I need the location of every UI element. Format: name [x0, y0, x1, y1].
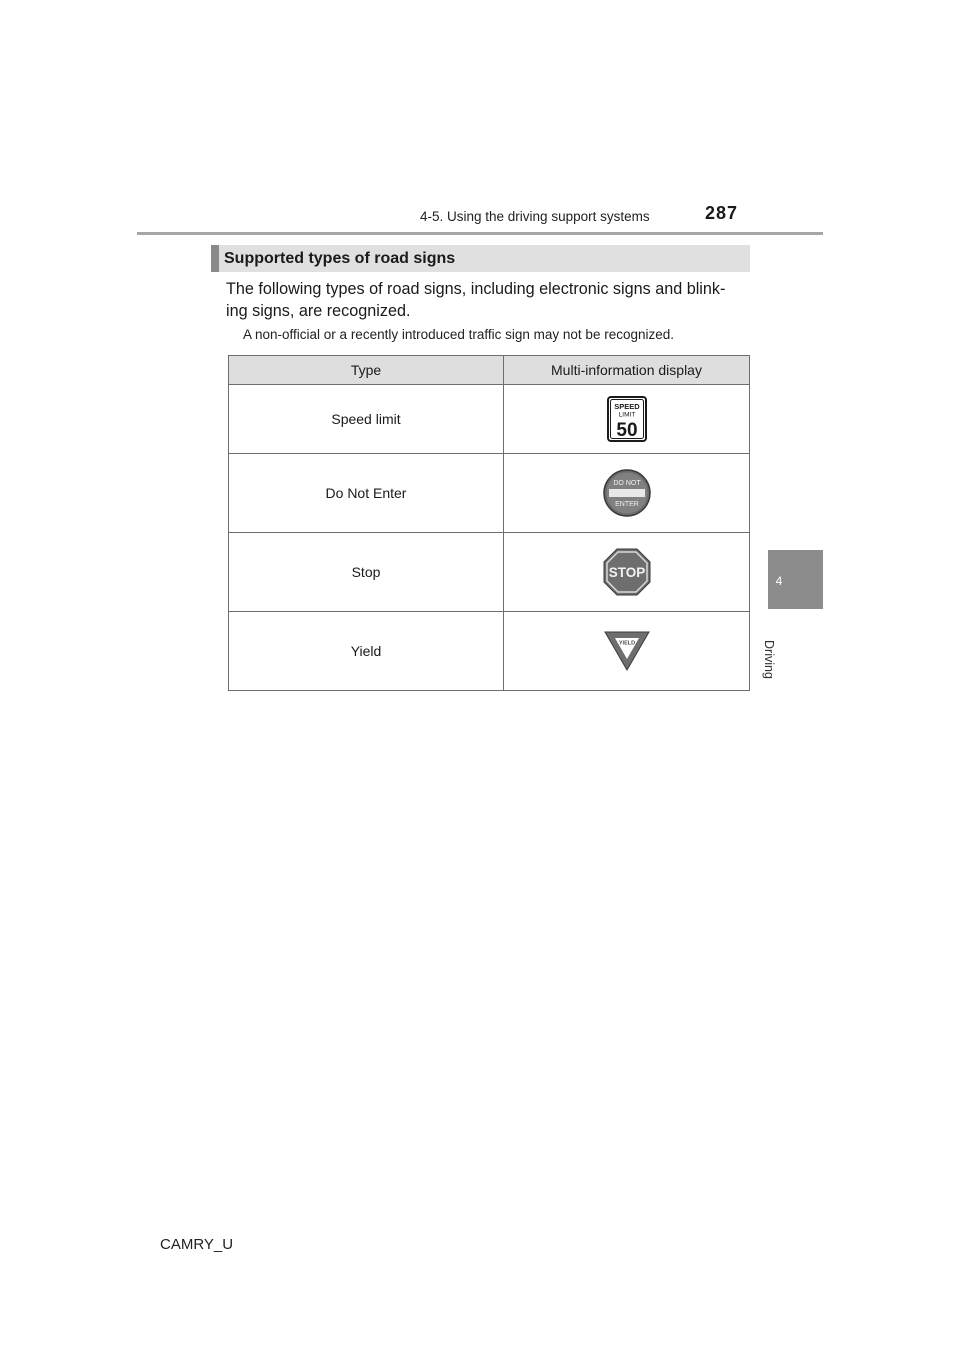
table-header-row	[229, 356, 750, 385]
speed-limit-value: 50	[615, 420, 638, 441]
table-row	[229, 454, 750, 533]
chapter-label: Driving	[762, 640, 776, 679]
running-header: 4-5. Using the driving support systems	[420, 209, 650, 224]
yield-sign-text: YIELD	[618, 640, 635, 647]
column-header-display: Multi-information display	[504, 356, 750, 385]
body-paragraph: The following types of road signs, including electronic signs and blink- ing signs, are recognized.	[226, 280, 726, 320]
do-not-enter-line2: ENTER	[614, 501, 639, 508]
sign-type-cell: Do Not Enter	[229, 454, 504, 533]
sign-icon-cell	[504, 454, 750, 533]
note-paragraph: A non-official or a recently introduced traffic sign may not be recognized.	[243, 327, 674, 342]
do-not-enter-line1: DO NOT	[612, 480, 641, 487]
chapter-number: 4	[775, 574, 783, 588]
stop-sign-icon	[603, 548, 651, 596]
sign-type-cell: Stop	[229, 533, 504, 612]
section-title: Supported types of road signs	[224, 250, 456, 267]
speed-limit-line1: SPEED	[613, 402, 640, 411]
sign-type-cell: Speed limit	[229, 385, 504, 454]
table-row	[229, 533, 750, 612]
column-header-type: Type	[229, 356, 504, 385]
speed-limit-sign-icon	[607, 396, 647, 442]
do-not-enter-sign-icon	[603, 469, 651, 517]
sign-icon-cell	[504, 385, 750, 454]
speed-limit-line2: LIMIT	[618, 411, 635, 419]
stop-sign-text: STOP	[608, 565, 645, 580]
model-code: CAMRY_U	[160, 1236, 234, 1253]
table-row	[229, 385, 750, 454]
table-row	[229, 612, 750, 691]
sign-icon-cell	[504, 533, 750, 612]
sign-type-cell: Yield	[229, 612, 504, 691]
page-number: 287	[705, 203, 739, 223]
header-divider	[137, 232, 823, 235]
yield-sign-icon	[603, 630, 651, 672]
sign-icon-cell	[504, 612, 750, 691]
road-signs-table	[228, 355, 750, 691]
